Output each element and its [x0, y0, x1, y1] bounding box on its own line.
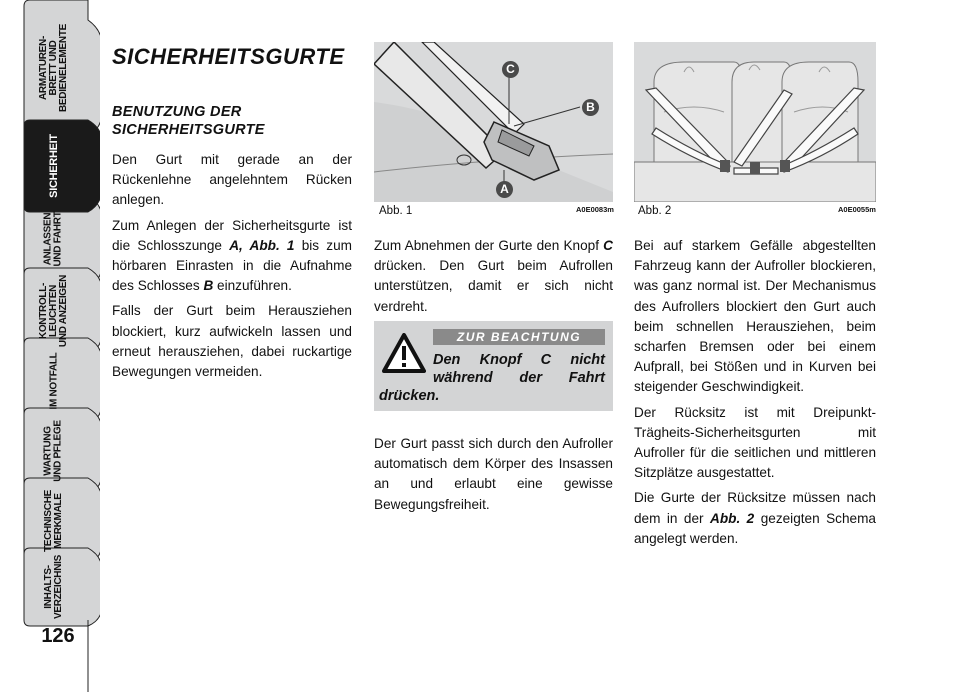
warning-triangle-icon [382, 333, 426, 373]
marker-b: B [582, 99, 599, 116]
tab-im-notfall[interactable]: IM NOTFALL [48, 352, 59, 410]
paragraph: Zum Anlegen der Sicherheitsgurte ist die Schlosszunge A, Abb. 1 bis zum hörbaren Einrasten in die Aufnahme des Schlosses B einzuführen. [112, 217, 352, 294]
tab-inhaltsverzeichnis[interactable]: INHALTS- VERZEICHNIS [43, 555, 64, 619]
warning-line-2: während der Fahrt [433, 370, 605, 386]
column-1 [112, 150, 352, 382]
section-heading: BENUTZUNG DER SICHERHEITSGURTE [112, 104, 265, 138]
figure-2-caption: Abb. 2 [638, 205, 672, 217]
paragraph: Bei auf starkem Gefälle abgestellten Fahrzeug kann der Aufroller blockieren, was ganz normal ist. Der Mechanismus des Aufrollers blockiert den Gurt auch beim schnellen Herausziehen, beim scharfen Bremsen oder bei einem Aufprall, bei Stößen und in Kurven bei steigender Geschwindigkeit. [634, 238, 876, 395]
column-2 [374, 236, 613, 317]
figure-1-code: A0E0083m [576, 205, 614, 214]
tab-armaturenbrett[interactable]: ARMATUREN- BRETT UND BEDIENELEMENTE [38, 23, 70, 113]
figure-1-image [374, 42, 613, 202]
paragraph: Die Gurte der Rücksitze müssen nach dem in der Abb. 2 gezeigten Schema angelegt werden. [634, 490, 876, 546]
paragraph: Der Rücksitz ist mit Dreipunkt-Trägheits-Sicherheitsgurten mit Aufroller für die seitlichen und mittleren Sitzplätze ausgestattet. [634, 404, 876, 481]
warning-line-3: drücken. [379, 388, 440, 404]
marker-c: C [502, 61, 519, 78]
paragraph: Zum Abnehmen der Gurte den Knopf C drücken. Den Gurt beim Aufrollen unterstützen, damit er sich nicht verdreht. [374, 238, 613, 314]
paragraph: Falls der Gurt beim Herausziehen blockiert, kurz aufwickeln lassen und erneut herausziehen, dabei ruckartige Bewegungen vermeiden. [112, 303, 352, 380]
marker-a: A [496, 181, 513, 198]
column-2-lower [374, 434, 613, 515]
tab-wartung[interactable]: WARTUNG UND PFLEGE [42, 420, 64, 482]
tab-sicherheit[interactable]: SICHERHEIT [48, 134, 60, 198]
figure-2-code: A0E0055m [838, 205, 876, 214]
figure-2-image [634, 42, 876, 202]
paragraph: Der Gurt passt sich durch den Aufroller automatisch dem Körper des Insassen an und erlaubt eine gewisse Bewegungsfreiheit. [374, 436, 613, 512]
tab-technische-merkmale[interactable]: TECHNISCHE MERKMALE [43, 489, 65, 553]
warning-line-1: Den Knopf C nicht [433, 352, 605, 368]
column-3 [634, 236, 876, 549]
page-title: SICHERHEITSGURTE [112, 44, 345, 69]
warning-heading: ZUR BEACHTUNG [433, 329, 605, 345]
tab-kontrollleuchten[interactable]: KONTROLL- LEUCHTEN UND ANZEIGEN [38, 274, 69, 348]
paragraph: Den Gurt mit gerade an der Rückenlehne angelehntem Rücken anlegen. [112, 152, 352, 208]
page-number: 126 [41, 625, 75, 647]
tab-anlassen[interactable]: ANLASSEN UND FAHRT [42, 211, 64, 267]
figure-1-caption: Abb. 1 [379, 205, 413, 217]
